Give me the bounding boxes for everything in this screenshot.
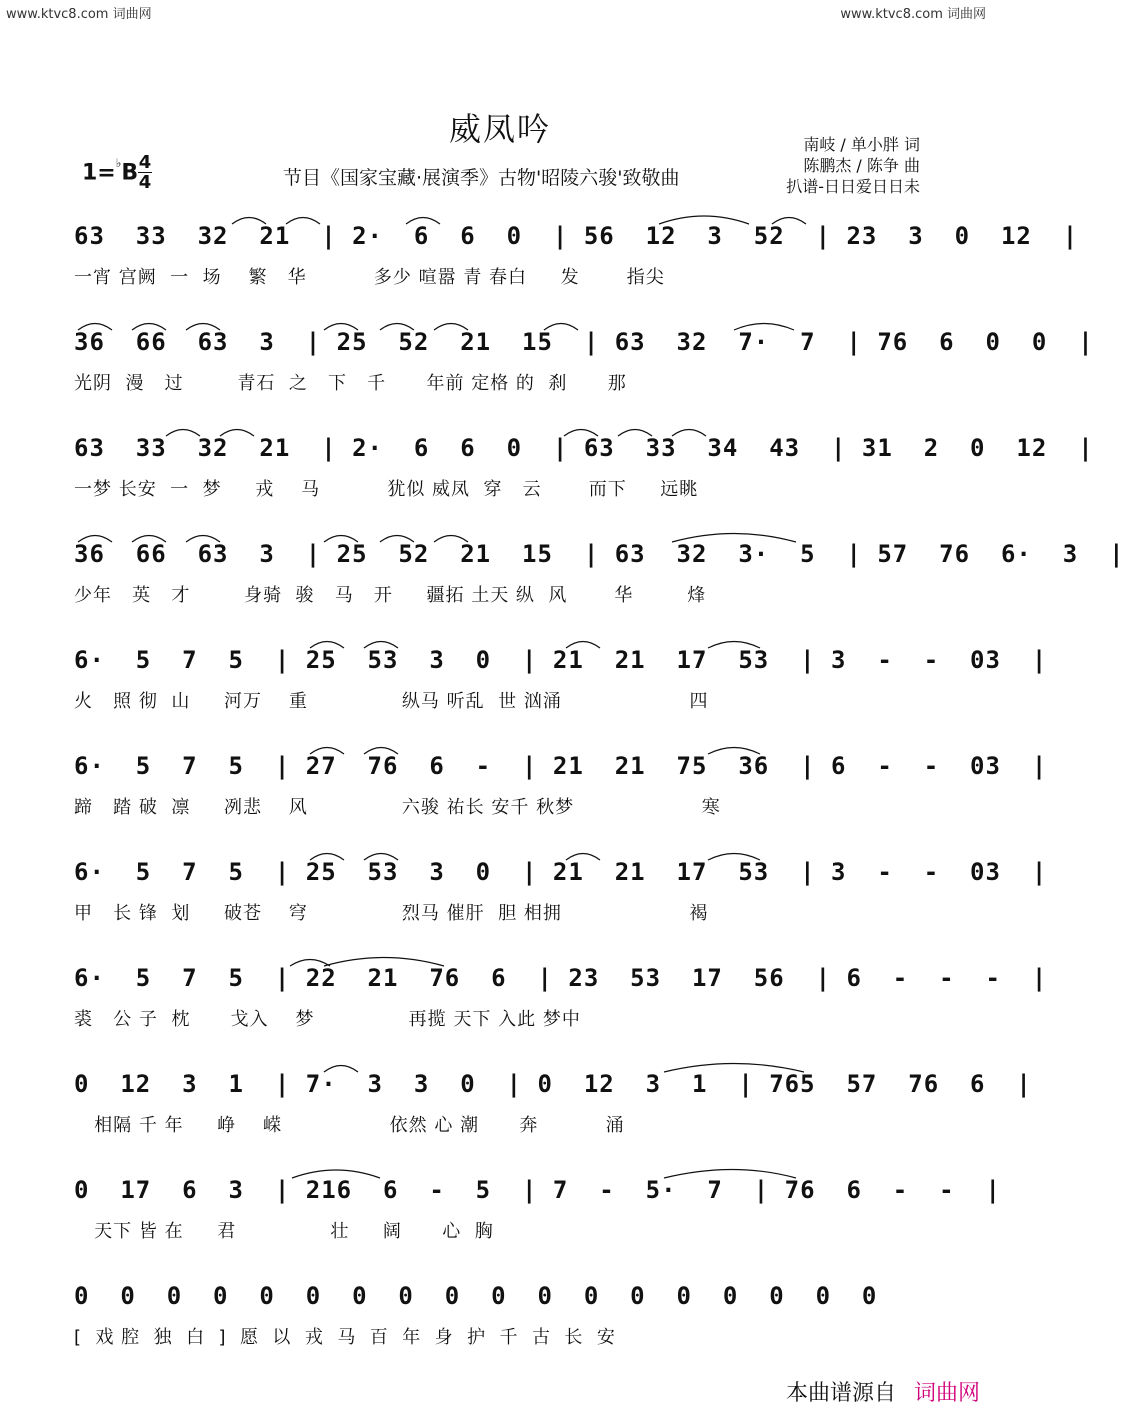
score-row-2 bbox=[74, 316, 1094, 416]
key-signature bbox=[82, 156, 139, 186]
footer bbox=[786, 1376, 980, 1407]
notation-line: 6· 5 7 5 | 25 53 3 0 | 21 21 17 53 | 3 - - 03 | bbox=[74, 858, 1048, 886]
notation-line: 36 66 63 3 | 25 52 21 15 | 63 32 3· 5 | 57 76 6· 3 | bbox=[74, 540, 1125, 568]
notation-line: 0 0 0 0 0 0 0 0 0 0 0 0 0 0 0 0 0 0 bbox=[74, 1282, 878, 1310]
credit-lyricist: 南岐 / 单小胖 词 bbox=[803, 135, 920, 154]
watermark-right: www.ktvc8.com 词曲网 bbox=[840, 7, 986, 22]
notation-line: 6· 5 7 5 | 27 76 6 - | 21 21 75 36 | 6 - - 03 | bbox=[74, 752, 1048, 780]
lyric-line: 一宵 宫阙 一 场 繁 华 多少 喧嚣 青 春白 发 指尖 bbox=[74, 267, 665, 288]
notation-line: 0 17 6 3 | 216 6 - 5 | 7 - 5· 7 | 76 6 - - | bbox=[74, 1176, 1001, 1204]
credit-transcriber: 扒谱-日日爱日日未 bbox=[786, 177, 920, 196]
notation-line: 63 33 32 21 | 2· 6 6 0 | 56 12 3 52 | 23 3 0 12 | bbox=[74, 222, 1079, 250]
subtitle: 节目《国家宝藏·展演季》古物'昭陵六骏'致敬曲 bbox=[283, 167, 680, 189]
score-row-4 bbox=[74, 528, 1125, 628]
score-row-6 bbox=[74, 740, 1048, 840]
lyric-line: 相隔 千 年 峥 嵘 依然 心 潮 奔 涌 bbox=[74, 1115, 625, 1136]
lyric-line: 光阴 漫 过 青石 之 下 千 年前 定格 的 刹 那 bbox=[74, 373, 627, 394]
lyric-line: [ 戏 腔 独 白 ] 愿 以 戎 马 百 年 身 护 千 古 长 安 bbox=[74, 1327, 616, 1348]
lyric-line: 一梦 长安 一 梦 戎 马 犹似 威凤 穿 云 而下 远眺 bbox=[74, 479, 699, 500]
score-row-11 bbox=[74, 1270, 934, 1370]
score-row-10 bbox=[74, 1164, 1001, 1264]
notation-line: 36 66 63 3 | 25 52 21 15 | 63 32 7· 7 | 76 6 0 0 | bbox=[74, 328, 1094, 356]
lyric-line: 天下 皆 在 君 壮 阔 心 胸 bbox=[74, 1221, 494, 1242]
lyric-line: 裘 公 子 枕 戈入 梦 再揽 天下 入此 梦中 bbox=[74, 1009, 581, 1030]
lyric-line: 少年 英 才 身骑 骏 马 开 疆拓 土天 纵 风 华 烽 bbox=[74, 585, 707, 606]
watermark-left: www.ktvc8.com 词曲网 bbox=[6, 7, 152, 22]
flat-sign: ♭ bbox=[115, 156, 122, 170]
footer-brand-link[interactable]: 词曲网 bbox=[913, 1381, 980, 1406]
score-row-3 bbox=[74, 422, 1094, 522]
key-note: B bbox=[121, 160, 139, 186]
credit-composer: 陈鹏杰 / 陈争 曲 bbox=[803, 156, 920, 175]
time-signature bbox=[137, 153, 153, 192]
notation-line: 63 33 32 21 | 2· 6 6 0 | 63 33 34 43 | 31 2 0 12 | bbox=[74, 434, 1094, 462]
footer-source: 本曲谱源自 bbox=[785, 1381, 896, 1406]
key-prefix: 1= bbox=[82, 160, 116, 186]
score-row-8 bbox=[74, 952, 1048, 1052]
score-row-5 bbox=[74, 634, 1048, 734]
notation-line: 6· 5 7 5 | 25 53 3 0 | 21 21 17 53 | 3 - - 03 | bbox=[74, 646, 1048, 674]
score-row-9 bbox=[74, 1058, 1032, 1158]
score-row-7 bbox=[74, 846, 1048, 946]
credits bbox=[786, 134, 920, 197]
lyric-line: 火 照 彻 山 河万 重 纵马 听乱 世 汹涌 四 bbox=[74, 691, 709, 712]
lyric-line: 甲 长 锋 划 破苍 穹 烈马 催肝 胆 相拥 褐 bbox=[74, 903, 709, 924]
notation-line: 0 12 3 1 | 7· 3 3 0 | 0 12 3 1 | 765 57 76 6 | bbox=[74, 1070, 1032, 1098]
score-row-1 bbox=[74, 210, 1079, 310]
song-title: 威凤吟 bbox=[448, 110, 551, 148]
lyric-line: 蹄 踏 破 凛 冽悲 风 六骏 祐长 安千 秋梦 寒 bbox=[74, 797, 721, 818]
notation-line: 6· 5 7 5 | 22 21 76 6 | 23 53 17 56 | 6 - - - | bbox=[74, 964, 1048, 992]
meter-top: 4 bbox=[138, 152, 152, 173]
meter-bottom: 4 bbox=[138, 172, 152, 193]
